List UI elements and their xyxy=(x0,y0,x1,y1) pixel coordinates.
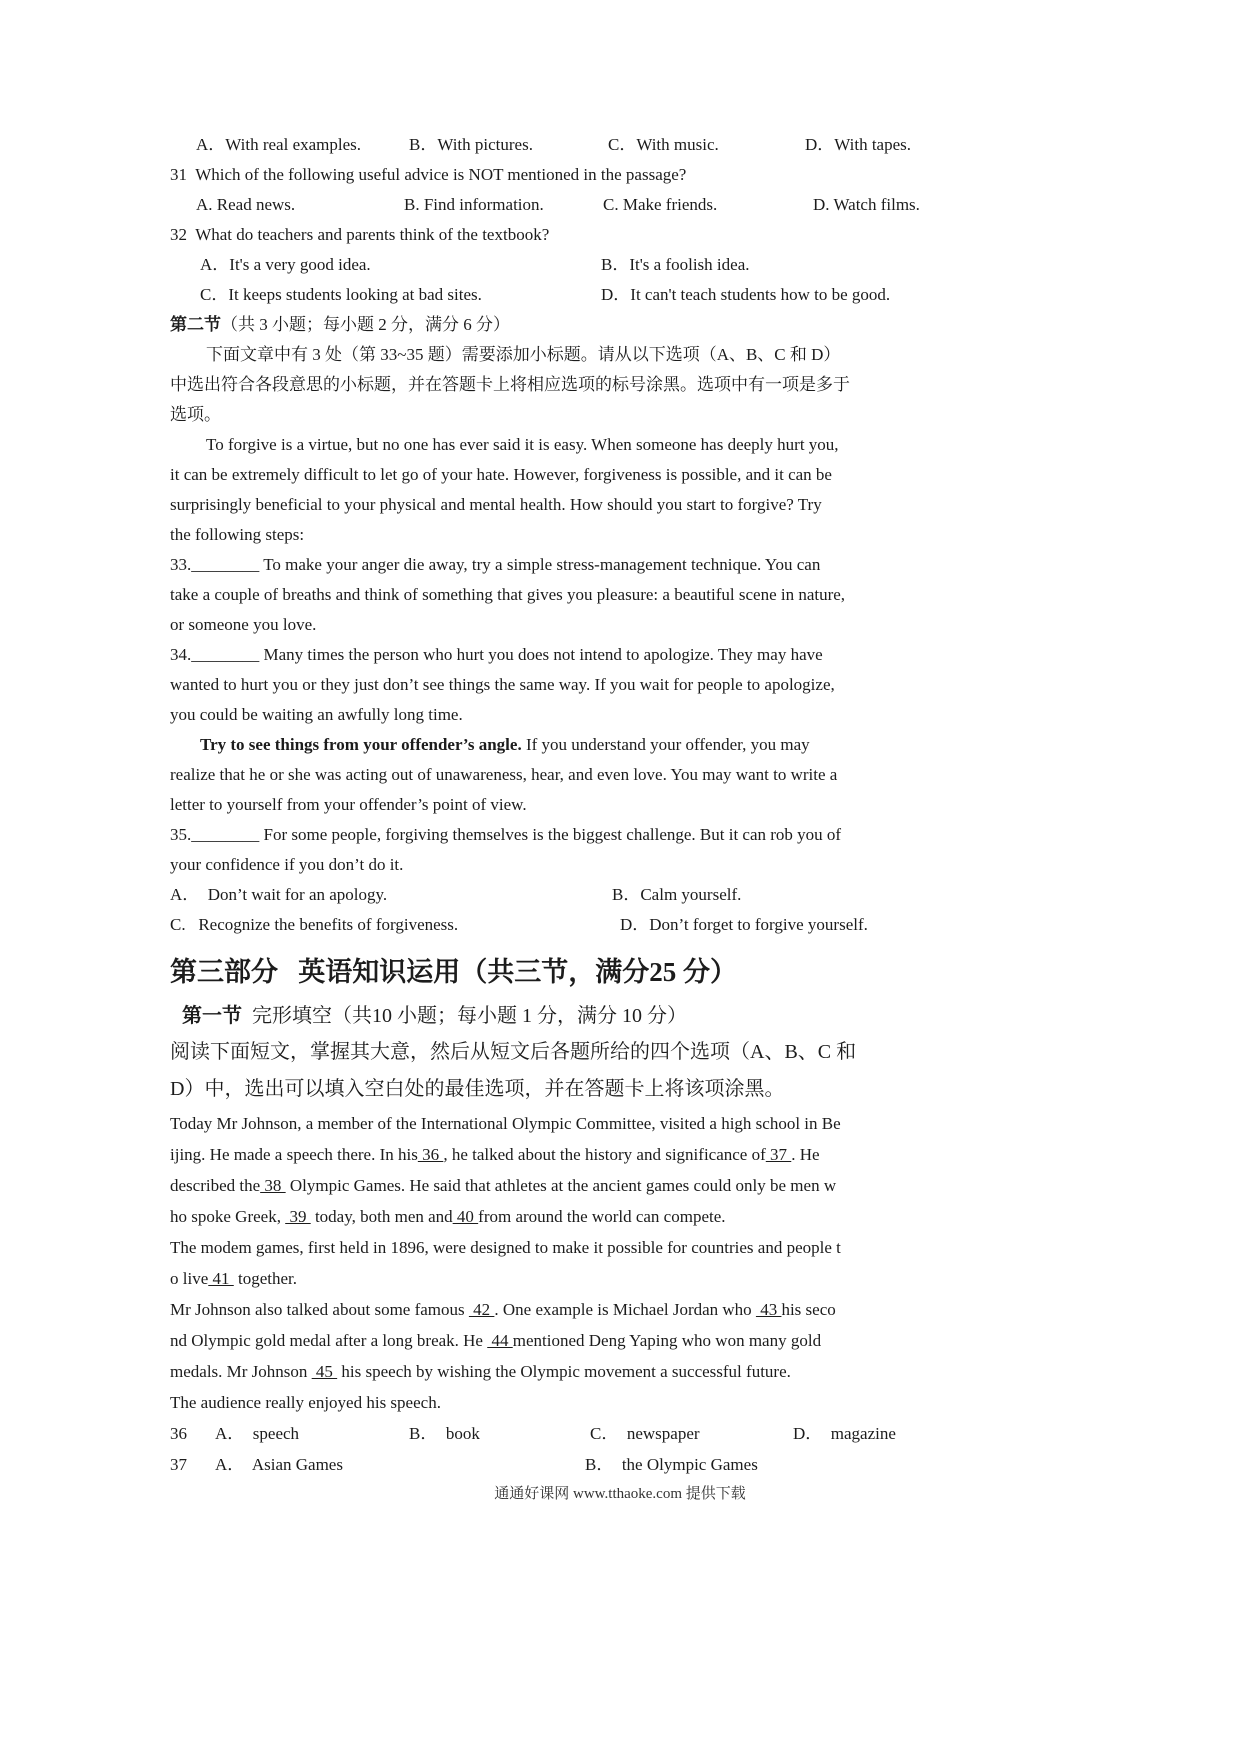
text-segment: . He xyxy=(791,1145,820,1164)
text-segment: Mr Johnson also talked about some famous xyxy=(170,1300,469,1319)
text-segment: medals. Mr Johnson xyxy=(170,1362,312,1381)
text-segment: nd Olympic gold medal after a long break. He xyxy=(170,1331,488,1350)
document-line xyxy=(170,1356,952,1387)
text-segment: described the xyxy=(170,1176,261,1195)
blank-underline: 43 xyxy=(755,1300,782,1319)
document-line xyxy=(170,640,952,670)
document-line xyxy=(170,490,952,520)
text-segment: today, both men and xyxy=(310,1207,453,1226)
text-segment: 完形填空（共10 小题；每小题 1 分，满分 10 分） xyxy=(242,1005,687,1027)
blank-underline: 42 xyxy=(468,1300,495,1319)
text-segment: 第三部分 英语知识运用（共三节，满分25 分） xyxy=(170,957,737,987)
document-line xyxy=(170,670,952,700)
document-line xyxy=(170,1263,952,1294)
document-line xyxy=(170,910,952,940)
text-segment: Olympic Games. He said that athletes at the ancient games could only be men w xyxy=(285,1176,837,1195)
text-segment: ijing. He made a speech there. In his xyxy=(170,1145,418,1164)
document-line xyxy=(170,1232,952,1263)
document-line xyxy=(170,250,952,280)
text-segment: A． speech xyxy=(215,1424,300,1443)
document-line xyxy=(170,1449,952,1480)
text-segment: D．It can't teach students how to be good. xyxy=(601,285,891,304)
text-segment: 下面文章中有 3 处（第 33~35 题）需要添加小标题。请从以下选项（A、B、C 和 D） xyxy=(206,345,841,364)
document-line xyxy=(170,460,952,490)
document-line xyxy=(170,400,952,430)
document-line xyxy=(170,280,952,310)
document-line xyxy=(170,1294,952,1325)
text-segment: A． Don’t wait for an apology. xyxy=(170,885,388,904)
text-segment: his seco xyxy=(781,1300,836,1319)
section-heading xyxy=(170,950,952,994)
text-segment: B．It's a foolish idea. xyxy=(601,255,750,274)
text-segment: C. Recognize the benefits of forgiveness. xyxy=(170,915,459,934)
text-segment: 选项。 xyxy=(170,405,221,424)
text-segment: surprisingly beneficial to your physical and mental health. How should you start to forgive? Try xyxy=(170,495,822,514)
text-segment: If you understand your offender, you may xyxy=(525,735,810,754)
text-segment: A．It's a very good idea. xyxy=(200,255,371,274)
text-segment: D．With tapes. xyxy=(805,135,912,154)
text-segment: . One example is Michael Jordan who xyxy=(494,1300,756,1319)
text-segment: 33.________ To make your anger die away, try a simple stress-management technique. You can xyxy=(170,555,821,574)
document-line xyxy=(170,160,952,190)
document-line xyxy=(170,190,952,220)
document-line xyxy=(170,580,952,610)
text-segment: it can be extremely difficult to let go of your hate. However, forgiveness is possible, and it can be xyxy=(170,465,832,484)
text-segment: 35.________ For some people, forgiving themselves is the biggest challenge. But it can rob you of xyxy=(170,825,842,844)
document-line xyxy=(170,760,952,790)
document-line xyxy=(170,520,952,550)
document-line xyxy=(170,1139,952,1170)
text-segment: C．With music. xyxy=(608,135,719,154)
document-line xyxy=(170,130,952,160)
text-segment: mentioned Deng Yaping who won many gold xyxy=(512,1331,822,1350)
document-content xyxy=(170,130,952,1480)
text-segment: A． Asian Games xyxy=(215,1455,343,1474)
text-segment: ho spoke Greek, xyxy=(170,1207,286,1226)
text-segment: the following steps: xyxy=(170,525,305,544)
blank-underline: 41 xyxy=(208,1269,234,1288)
text-segment: , he talked about the history and significance of xyxy=(443,1145,766,1164)
document-line xyxy=(170,820,952,850)
document-line xyxy=(170,880,952,910)
document-line xyxy=(170,1418,952,1449)
document-line xyxy=(170,310,952,340)
subsection-heading xyxy=(170,998,952,1034)
text-segment: C. Make friends. xyxy=(603,195,718,214)
text-segment: C．It keeps students looking at bad sites. xyxy=(200,285,482,304)
text-segment: B．With pictures. xyxy=(409,135,533,154)
text-segment: 34.________ Many times the person who hurt you does not intend to apologize. They may have xyxy=(170,645,823,664)
text-segment: you could be waiting an awfully long time. xyxy=(170,705,463,724)
text-segment: D．Don’t forget to forgive yourself. xyxy=(620,915,868,934)
text-segment: B． the Olympic Games xyxy=(585,1455,758,1474)
text-segment: 31 Which of the following useful advice is NOT mentioned in the passage? xyxy=(170,165,687,184)
blank-underline: 40 xyxy=(452,1207,479,1226)
document-line xyxy=(170,340,952,370)
text-segment: To forgive is a virtue, but no one has ever said it is easy. When someone has deeply hurt you, xyxy=(206,435,839,454)
blank-underline: 36 xyxy=(417,1145,444,1164)
text-segment: wanted to hurt you or they just don’t see things the same way. If you wait for people to apologize, xyxy=(170,675,835,694)
text-segment: Today Mr Johnson, a member of the International Olympic Committee, visited a high school in Be xyxy=(170,1114,841,1133)
text-segment: or someone you love. xyxy=(170,615,317,634)
document-line xyxy=(170,1034,952,1071)
text-segment: together. xyxy=(233,1269,298,1288)
text-segment: 32 What do teachers and parents think of the textbook? xyxy=(170,225,550,244)
blank-underline: 44 xyxy=(487,1331,513,1350)
text-segment: A．With real examples. xyxy=(196,135,362,154)
text-segment: B．Calm yourself. xyxy=(612,885,742,904)
text-segment: D. Watch films. xyxy=(813,195,920,214)
document-line xyxy=(170,430,952,460)
document-line xyxy=(170,550,952,580)
text-segment: D． magazine xyxy=(793,1424,896,1443)
document-line xyxy=(170,850,952,880)
text-segment: C． newspaper xyxy=(590,1424,700,1443)
blank-underline: 39 xyxy=(285,1207,311,1226)
text-segment: 中选出符合各段意思的小标题，并在答题卡上将相应选项的标号涂黑。选项中有一项是多于 xyxy=(170,375,850,394)
text-segment: take a couple of breaths and think of something that gives you pleasure: a beautiful scene in nature, xyxy=(170,585,846,604)
blank-underline: 37 xyxy=(765,1145,792,1164)
text-segment: letter to yourself from your offender’s point of view. xyxy=(170,795,527,814)
text-segment: B． book xyxy=(409,1424,480,1443)
document-line xyxy=(170,610,952,640)
document-line xyxy=(170,1108,952,1139)
document-line xyxy=(170,790,952,820)
text-segment: your confidence if you don’t do it. xyxy=(170,855,404,874)
document-line xyxy=(170,700,952,730)
document-line xyxy=(170,370,952,400)
document-line xyxy=(170,1071,952,1108)
text-segment: o live xyxy=(170,1269,209,1288)
blank-underline: 45 xyxy=(311,1362,338,1381)
document-line xyxy=(170,1325,952,1356)
footer-text: 通通好课网 www.tthaoke.com 提供下载 xyxy=(494,1486,746,1502)
text-segment: 第二节 xyxy=(170,315,221,334)
text-segment: from around the world can compete. xyxy=(478,1207,726,1226)
text-segment: The audience really enjoyed his speech. xyxy=(170,1393,441,1412)
text-segment: A. Read news. xyxy=(196,195,296,214)
blank-underline: 38 xyxy=(260,1176,286,1195)
document-line xyxy=(170,1170,952,1201)
text-segment: 37 xyxy=(170,1455,187,1474)
text-segment: his speech by wishing the Olympic movement a successful future. xyxy=(337,1362,791,1381)
text-segment: D）中，选出可以填入空白处的最佳选项，并在答题卡上将该项涂黑。 xyxy=(170,1078,785,1100)
text-segment: （共 3 小题；每小题 2 分，满分 6 分） xyxy=(221,315,510,334)
text-segment: B. Find information. xyxy=(404,195,544,214)
document-line xyxy=(170,1201,952,1232)
text-segment: 第一节 xyxy=(182,1005,242,1027)
text-segment: 阅读下面短文，掌握其大意，然后从短文后各题所给的四个选项（A、B、C 和 xyxy=(170,1041,857,1063)
document-line xyxy=(170,220,952,250)
text-segment: Try to see things from your offender’s angle. xyxy=(200,735,526,754)
text-segment: realize that he or she was acting out of unawareness, hear, and even love. You may want to write a xyxy=(170,765,838,784)
document-line xyxy=(170,1387,952,1418)
text-segment: 36 xyxy=(170,1424,187,1443)
text-segment: The modem games, first held in 1896, were designed to make it possible for countries and people t xyxy=(170,1238,841,1257)
document-line xyxy=(170,730,952,760)
